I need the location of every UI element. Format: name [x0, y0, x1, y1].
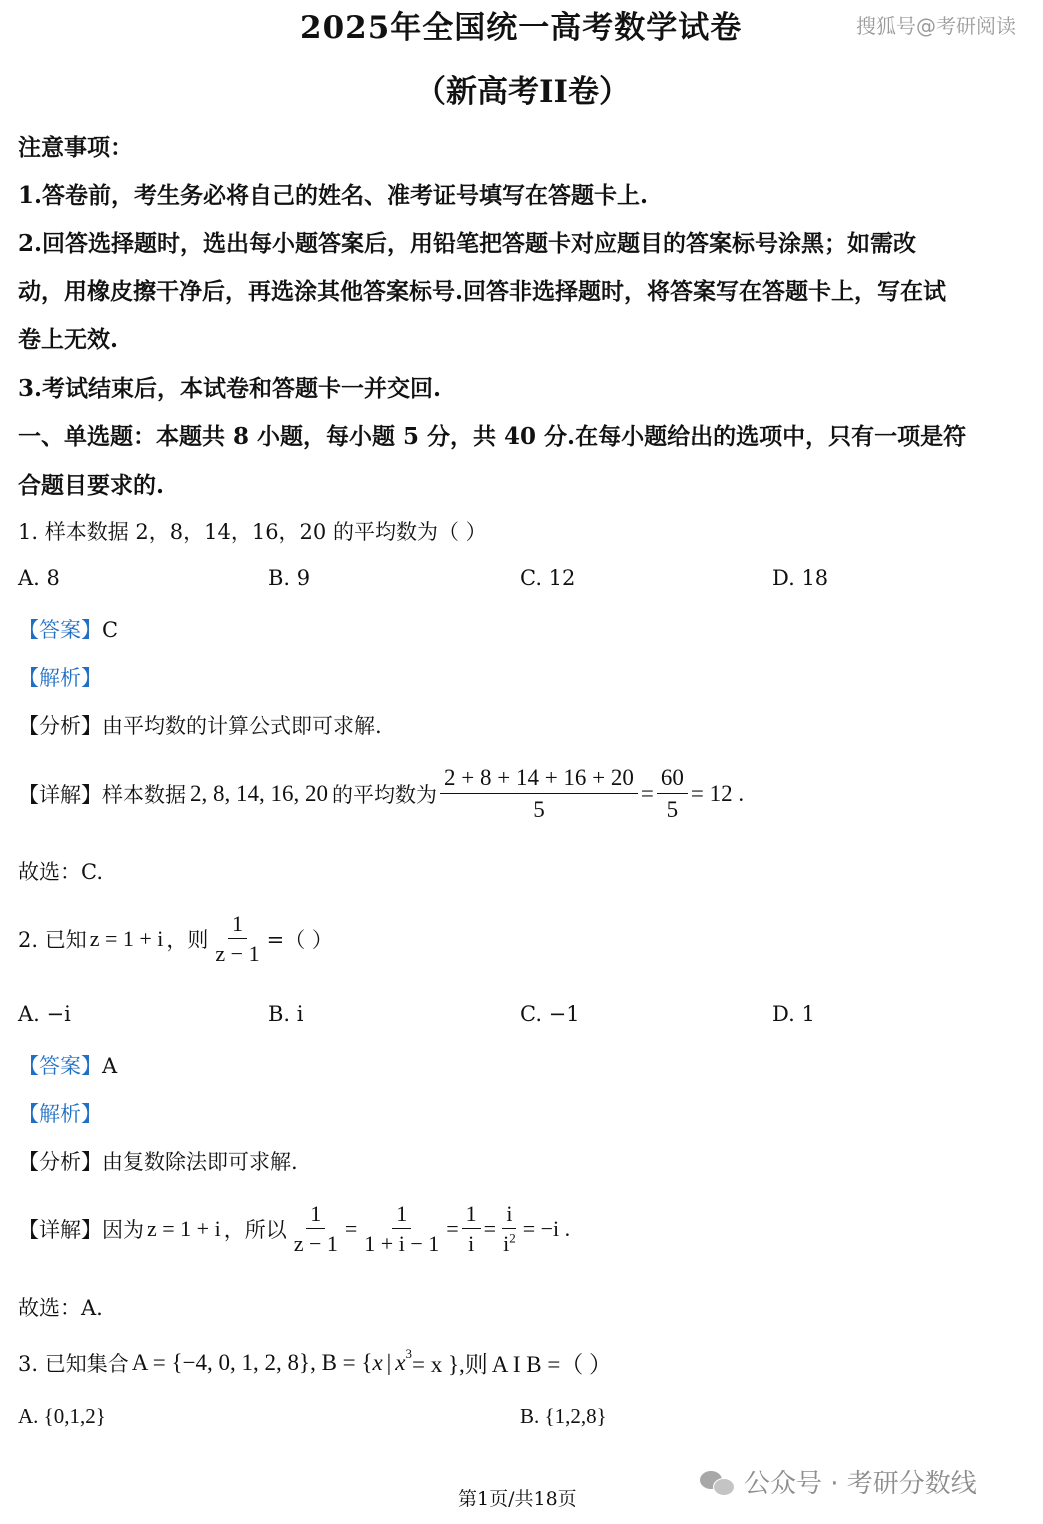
section-heading-line-2: 合题目要求的.	[18, 472, 165, 499]
q2-detail-fraction-1-numerator: 1	[306, 1200, 325, 1229]
q1-stem: 1. 样本数据 2，8，14，16，20 的平均数为（ ）	[18, 520, 487, 544]
q3-option-a: A. {0,1,2}	[18, 1404, 106, 1428]
q2-stem-z: z = 1 + i	[89, 926, 164, 952]
q3-set-b-variable: x	[372, 1349, 383, 1375]
q2-fenxi	[18, 1146, 298, 1176]
notice-item-1: 1.答卷前，考生务必将自己的姓名、准考证号填写在答题卡上.	[18, 182, 649, 209]
q2-detail-result: = −i .	[522, 1216, 571, 1242]
q1-fraction-sum	[440, 764, 638, 825]
notice-item-2-line-2: 动，用橡皮擦干净后，再选涂其他答案标号.回答非选择题时，将答案写在答题卡上，写在试	[18, 278, 947, 305]
q3-intersection: A I B =（ ）	[491, 1352, 613, 1377]
detail-tag: 【详解】	[18, 1218, 102, 1243]
q2-stem-fraction	[211, 910, 263, 968]
q2-stem-fraction-numerator: 1	[228, 910, 247, 939]
q3-option-b: B. {1,2,8}	[520, 1404, 607, 1428]
q2-fraction-4-base: i	[503, 1230, 510, 1256]
q2-answer-value: A	[102, 1054, 118, 1078]
q3-stem-prefix: 3. 已知集合	[18, 1351, 129, 1376]
q2-equals-1: =	[344, 1216, 358, 1242]
q1-option-d: D. 18	[772, 566, 829, 590]
q1-fraction-sum-denominator: 5	[533, 796, 545, 822]
q3-set-b-bar: |	[386, 1349, 392, 1375]
fenxi-tag: 【分析】	[18, 714, 102, 738]
notice-item-3: 3.考试结束后，本试卷和答题卡一并交回.	[18, 375, 442, 402]
q2-equals-3: =	[483, 1216, 497, 1242]
q2-detail-fraction-4-denominator	[499, 1229, 520, 1259]
q1-answer	[18, 614, 118, 644]
detail-tag: 【详解】	[18, 783, 102, 808]
q3-set-b-exponent: 3	[405, 1346, 412, 1361]
watermark-bottom-text: 公众号 · 考研分数线	[744, 1469, 977, 1499]
q2-conclusion: 故选：A.	[18, 1296, 103, 1320]
q2-option-b: B. i	[268, 1002, 304, 1026]
q3-stem	[18, 1346, 612, 1379]
q1-conclusion: 故选：C.	[18, 860, 103, 884]
q2-option-a: A. −i	[18, 1002, 71, 1026]
q2-fenxi-text: 由复数除法即可求解.	[102, 1150, 298, 1174]
q2-detail-fraction-4	[499, 1200, 520, 1258]
q1-result: = 12 .	[690, 781, 745, 807]
fenxi-tag: 【分析】	[18, 1150, 102, 1174]
q2-detail-fraction-1-denominator: z − 1	[293, 1230, 338, 1256]
page-title: 2025年全国统一高考数学试卷	[300, 10, 743, 46]
answer-tag: 【答案】	[18, 618, 102, 642]
q2-stem-mid: ，则	[166, 928, 209, 953]
q2-detail	[18, 1200, 570, 1258]
watermark-top: 搜狐号@考研阅读	[856, 14, 1016, 38]
notice-item-2-line-3: 卷上无效.	[18, 326, 119, 353]
q1-detail-data: 2, 8, 14, 16, 20	[190, 781, 328, 807]
q2-detail-fraction-2-numerator: 1	[392, 1200, 411, 1229]
q1-fraction-total-denominator: 5	[666, 796, 679, 822]
q1-fraction-total	[657, 764, 688, 825]
q1-fenxi-text: 由平均数的计算公式即可求解.	[102, 714, 382, 738]
q1-fenxi	[18, 710, 382, 740]
page-subtitle: （新高考II卷）	[415, 74, 631, 110]
page-number: 第1页/共18页	[458, 1488, 577, 1510]
q2-detail-mid: ，所以	[223, 1218, 287, 1243]
q2-detail-fraction-3-numerator: 1	[462, 1200, 481, 1229]
q2-detail-fraction-3	[462, 1200, 481, 1258]
q2-detail-fraction-4-numerator: i	[502, 1200, 516, 1229]
q2-detail-fraction-2-denominator: 1 + i − 1	[364, 1230, 440, 1256]
q3-set-a: A = {−4, 0, 1, 2, 8}, B = {	[131, 1349, 373, 1375]
q2-stem-suffix: =（ ）	[266, 928, 333, 953]
section-heading-line-1: 一、单选题：本题共 8 小题，每小题 5 分，共 40 分.在每小题给出的选项中，只有一项是符	[18, 423, 967, 450]
q1-detail-mid: 的平均数为	[332, 783, 437, 808]
q1-analysis-tag: 【解析】	[18, 666, 102, 690]
q2-option-c: C. −1	[520, 1002, 580, 1026]
watermark-bottom	[700, 1463, 977, 1500]
q2-stem-prefix: 2. 已知	[18, 928, 87, 953]
q1-fraction-sum-numerator: 2 + 8 + 14 + 16 + 20	[440, 764, 638, 794]
wechat-icon	[700, 1469, 734, 1495]
q2-detail-fraction-1	[290, 1200, 342, 1258]
q2-option-d: D. 1	[772, 1002, 815, 1026]
q2-fraction-4-exponent: 2	[509, 1230, 516, 1246]
q1-option-c: C. 12	[520, 566, 576, 590]
q1-fraction-total-numerator: 60	[657, 764, 688, 794]
q1-answer-value: C	[102, 618, 119, 642]
answer-tag: 【答案】	[18, 1054, 102, 1078]
q2-answer	[18, 1050, 117, 1080]
notice-item-2-line-1: 2.回答选择题时，选出每小题答案后，用铅笔把答题卡对应题目的答案标号涂黑；如需改	[18, 230, 917, 257]
q3-set-b-condition-x: x	[395, 1349, 406, 1375]
q1-detail-prefix: 样本数据	[102, 783, 186, 808]
q1-option-a: A. 8	[18, 566, 60, 590]
q2-detail-fraction-2	[360, 1200, 443, 1258]
q2-detail-prefix: 因为	[102, 1218, 144, 1243]
q2-stem-fraction-denominator: z − 1	[215, 940, 260, 966]
q1-detail	[18, 764, 744, 825]
q2-equals-2: =	[446, 1216, 459, 1242]
q2-detail-fraction-3-denominator: i	[468, 1230, 475, 1256]
q3-set-b-rest: = x },则	[411, 1352, 488, 1377]
q1-option-b: B. 9	[268, 566, 311, 590]
notice-heading: 注意事项：	[18, 134, 133, 161]
q1-equals: =	[640, 781, 654, 807]
q2-stem	[18, 910, 333, 968]
q2-detail-z: z = 1 + i	[147, 1216, 221, 1242]
q2-analysis-tag: 【解析】	[18, 1102, 102, 1126]
